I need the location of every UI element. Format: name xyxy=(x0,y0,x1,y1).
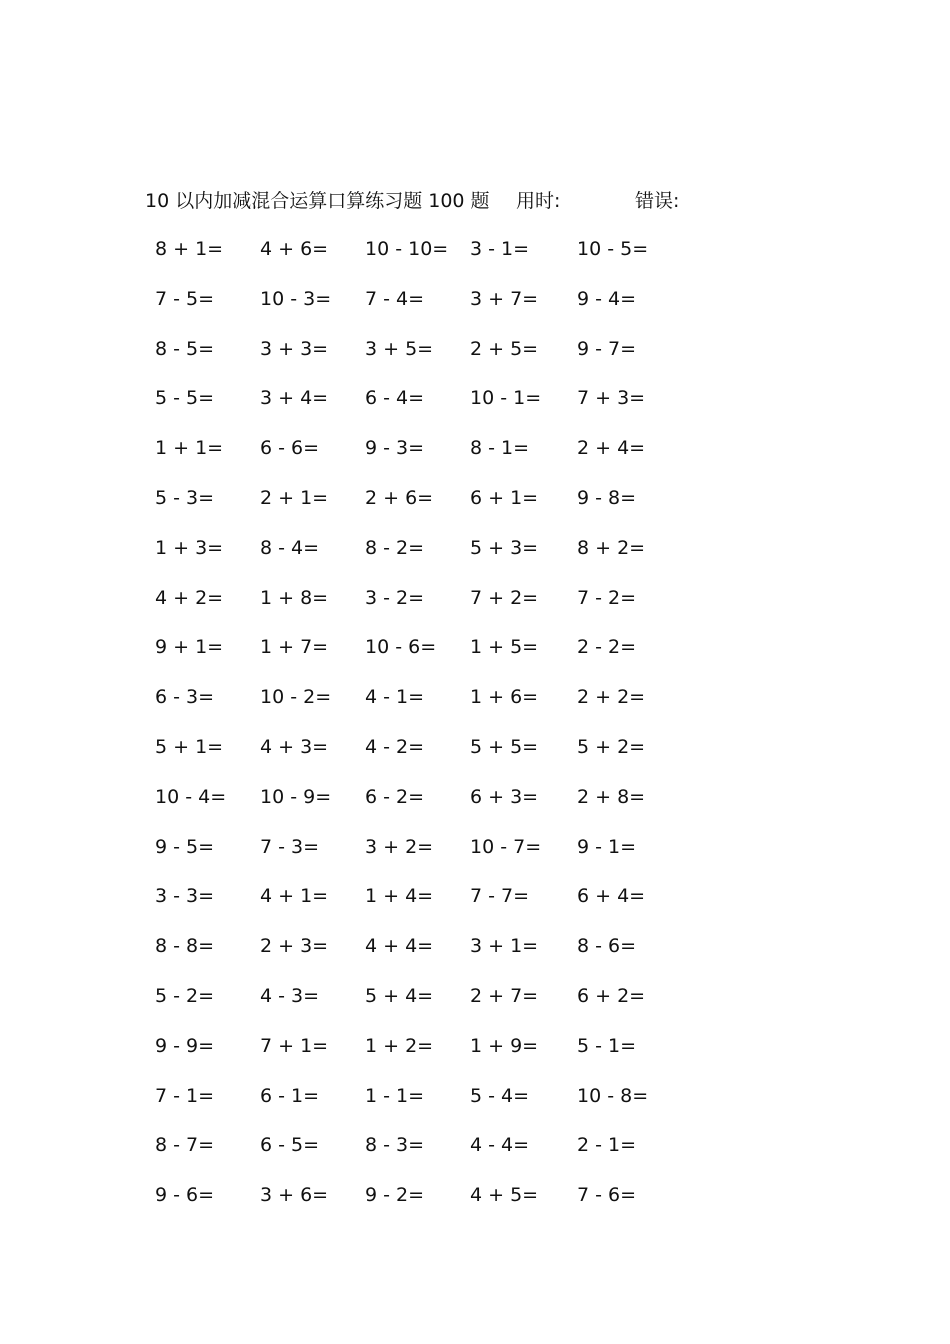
problem-row xyxy=(145,431,745,481)
math-problem: 1 + 1= xyxy=(155,437,224,460)
math-problem: 6 + 3= xyxy=(470,785,539,808)
problem-row xyxy=(145,232,745,282)
math-problem: 2 + 6= xyxy=(365,486,434,509)
math-problem: 8 - 2= xyxy=(365,536,425,559)
math-problem: 1 - 1= xyxy=(365,1084,425,1107)
math-problem: 4 + 2= xyxy=(155,586,224,609)
math-problem: 2 + 3= xyxy=(260,935,329,958)
problem-row xyxy=(145,332,745,382)
math-problem: 9 - 2= xyxy=(365,1184,425,1207)
math-problem: 7 - 2= xyxy=(577,586,637,609)
math-problem: 10 - 4= xyxy=(155,785,227,808)
problem-row xyxy=(145,780,745,830)
math-problem: 3 + 5= xyxy=(365,337,434,360)
math-problem: 9 - 3= xyxy=(365,437,425,460)
math-problem: 5 + 5= xyxy=(470,735,539,758)
math-problem: 3 + 1= xyxy=(470,935,539,958)
math-problem: 6 - 2= xyxy=(365,785,425,808)
problem-grid xyxy=(145,232,745,1228)
math-problem: 3 + 7= xyxy=(470,287,539,310)
math-problem: 10 - 8= xyxy=(577,1084,649,1107)
math-problem: 1 + 2= xyxy=(365,1034,434,1057)
math-problem: 4 + 6= xyxy=(260,238,329,260)
problem-row xyxy=(145,879,745,929)
problem-row xyxy=(145,581,745,631)
math-problem: 10 - 3= xyxy=(260,287,332,310)
worksheet-title: 10 以内加减混合运算口算练习题 100 题 xyxy=(145,190,490,212)
math-problem: 1 + 9= xyxy=(470,1034,539,1057)
math-problem: 5 - 1= xyxy=(577,1034,637,1057)
math-problem: 9 + 1= xyxy=(155,636,224,659)
math-problem: 3 - 1= xyxy=(470,238,530,260)
math-problem: 1 + 7= xyxy=(260,636,329,659)
math-problem: 8 - 7= xyxy=(155,1134,215,1157)
problem-row xyxy=(145,630,745,680)
math-problem: 10 - 6= xyxy=(365,636,437,659)
math-problem: 6 + 2= xyxy=(577,984,646,1007)
math-problem: 3 + 6= xyxy=(260,1184,329,1207)
math-problem: 7 - 4= xyxy=(365,287,425,310)
math-problem: 6 - 4= xyxy=(365,387,425,410)
math-problem: 8 - 3= xyxy=(365,1134,425,1157)
math-problem: 5 - 5= xyxy=(155,387,215,410)
time-used-label: 用时: xyxy=(516,190,561,212)
math-problem: 4 + 1= xyxy=(260,885,329,908)
math-problem: 6 - 5= xyxy=(260,1134,320,1157)
worksheet-header xyxy=(145,186,845,216)
math-problem: 2 + 1= xyxy=(260,486,329,509)
math-problem: 9 - 7= xyxy=(577,337,637,360)
math-problem: 9 - 4= xyxy=(577,287,637,310)
problem-row xyxy=(145,381,745,431)
math-problem: 2 + 2= xyxy=(577,686,646,709)
math-problem: 1 + 6= xyxy=(470,686,539,709)
problem-row xyxy=(145,979,745,1029)
math-problem: 7 - 1= xyxy=(155,1084,215,1107)
math-problem: 4 - 1= xyxy=(365,686,425,709)
math-problem: 7 + 1= xyxy=(260,1034,329,1057)
math-problem: 9 - 8= xyxy=(577,486,637,509)
math-problem: 3 + 4= xyxy=(260,387,329,410)
problem-row xyxy=(145,1128,745,1178)
math-problem: 2 - 2= xyxy=(577,636,637,659)
problem-row xyxy=(145,680,745,730)
math-problem: 10 - 10= xyxy=(365,238,449,260)
math-problem: 4 - 4= xyxy=(470,1134,530,1157)
math-problem: 10 - 9= xyxy=(260,785,332,808)
problem-row xyxy=(145,1079,745,1129)
math-problem: 10 - 5= xyxy=(577,238,649,260)
math-problem: 6 + 4= xyxy=(577,885,646,908)
math-problem: 3 + 3= xyxy=(260,337,329,360)
math-problem: 4 - 2= xyxy=(365,735,425,758)
math-problem: 8 - 4= xyxy=(260,536,320,559)
math-problem: 5 - 2= xyxy=(155,984,215,1007)
math-problem: 3 - 3= xyxy=(155,885,215,908)
math-problem: 5 + 2= xyxy=(577,735,646,758)
math-problem: 6 + 1= xyxy=(470,486,539,509)
math-problem: 1 + 8= xyxy=(260,586,329,609)
math-problem: 9 - 9= xyxy=(155,1034,215,1057)
problem-row xyxy=(145,830,745,880)
math-problem: 8 - 6= xyxy=(577,935,637,958)
problem-row xyxy=(145,730,745,780)
math-problem: 5 - 4= xyxy=(470,1084,530,1107)
math-problem: 4 + 5= xyxy=(470,1184,539,1207)
math-problem: 2 - 1= xyxy=(577,1134,637,1157)
math-problem: 10 - 1= xyxy=(470,387,542,410)
math-problem: 6 - 1= xyxy=(260,1084,320,1107)
problem-row xyxy=(145,1178,745,1228)
math-problem: 9 - 6= xyxy=(155,1184,215,1207)
math-problem: 1 + 4= xyxy=(365,885,434,908)
math-problem: 10 - 2= xyxy=(260,686,332,709)
math-problem: 9 - 1= xyxy=(577,835,637,858)
math-problem: 2 + 4= xyxy=(577,437,646,460)
problem-row xyxy=(145,481,745,531)
error-count-label: 错误: xyxy=(635,190,680,212)
math-problem: 1 + 5= xyxy=(470,636,539,659)
problem-row xyxy=(145,282,745,332)
math-problem: 7 + 2= xyxy=(470,586,539,609)
math-problem: 7 - 3= xyxy=(260,835,320,858)
math-problem: 8 + 2= xyxy=(577,536,646,559)
problem-row xyxy=(145,929,745,979)
math-problem: 8 + 1= xyxy=(155,238,224,260)
math-problem: 4 + 3= xyxy=(260,735,329,758)
math-problem: 10 - 7= xyxy=(470,835,542,858)
math-problem: 3 + 2= xyxy=(365,835,434,858)
math-problem: 6 - 6= xyxy=(260,437,320,460)
math-problem: 4 - 3= xyxy=(260,984,320,1007)
math-problem: 2 + 5= xyxy=(470,337,539,360)
math-problem: 5 - 3= xyxy=(155,486,215,509)
math-problem: 2 + 8= xyxy=(577,785,646,808)
math-problem: 8 - 8= xyxy=(155,935,215,958)
math-problem: 1 + 3= xyxy=(155,536,224,559)
math-problem: 8 - 5= xyxy=(155,337,215,360)
math-problem: 7 - 6= xyxy=(577,1184,637,1207)
math-problem: 2 + 7= xyxy=(470,984,539,1007)
math-problem: 7 - 7= xyxy=(470,885,530,908)
problem-row xyxy=(145,531,745,581)
math-problem: 6 - 3= xyxy=(155,686,215,709)
math-problem: 5 + 3= xyxy=(470,536,539,559)
math-problem: 9 - 5= xyxy=(155,835,215,858)
math-problem: 4 + 4= xyxy=(365,935,434,958)
math-problem: 8 - 1= xyxy=(470,437,530,460)
math-problem: 5 + 1= xyxy=(155,735,224,758)
math-problem: 7 - 5= xyxy=(155,287,215,310)
problem-row xyxy=(145,1029,745,1079)
math-problem: 7 + 3= xyxy=(577,387,646,410)
math-problem: 5 + 4= xyxy=(365,984,434,1007)
math-problem: 3 - 2= xyxy=(365,586,425,609)
